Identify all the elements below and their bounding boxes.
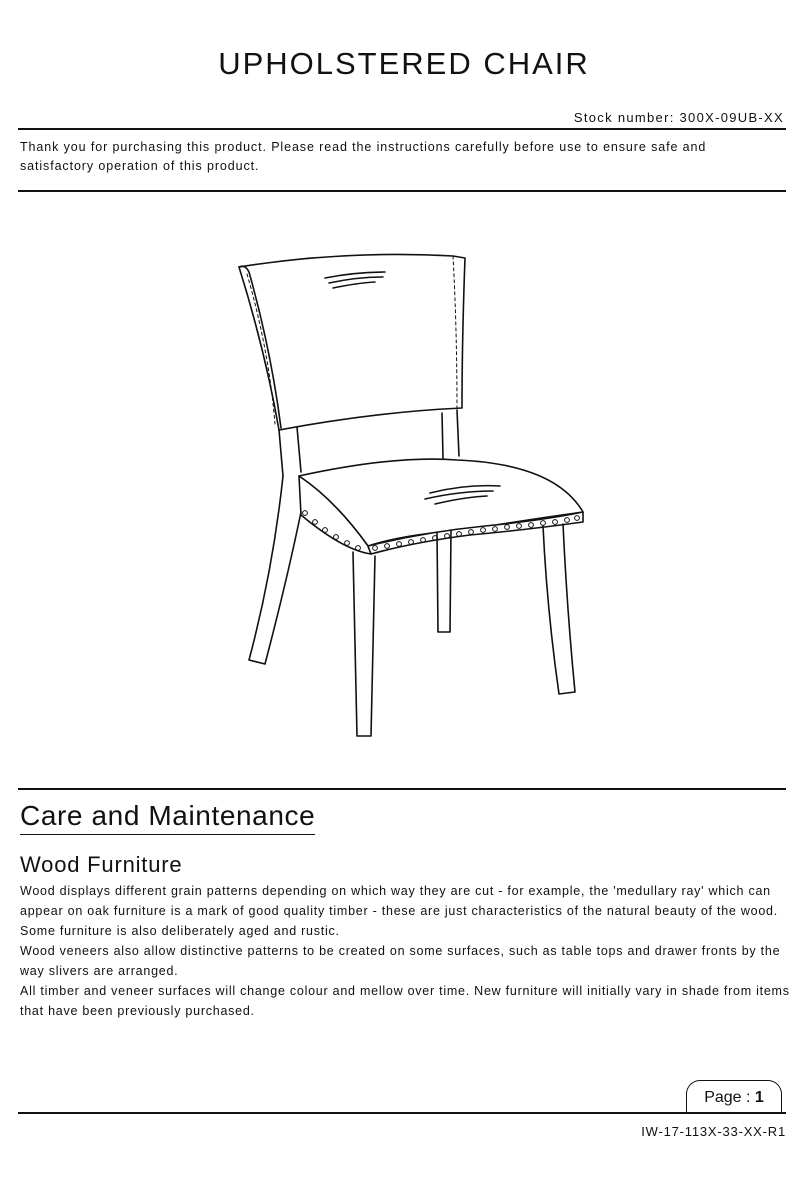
- document-id: IW-17-113X-33-XX-R1: [641, 1124, 786, 1139]
- stock-number: Stock number: 300X-09UB-XX: [573, 110, 784, 125]
- wood-furniture-subtitle: Wood Furniture: [20, 852, 183, 877]
- document-title: UPHOLSTERED CHAIR: [218, 46, 590, 81]
- page-number: 1: [754, 1089, 764, 1106]
- intro-line-2: satisfactory operation of this product.: [20, 159, 260, 173]
- divider-footer: [18, 1112, 786, 1114]
- care-body: [20, 881, 792, 1021]
- divider-intro: [18, 190, 786, 192]
- care-paragraph-1: Wood displays different grain patterns depending on which way they are cut - for example, the 'medullary ray' which can appear on oak furniture is a mark of good quality timber - these are just characteristics of the natural beauty of the wood.: [20, 884, 778, 918]
- divider-care: [18, 788, 786, 790]
- divider-top: [18, 128, 786, 130]
- intro-text: [20, 138, 790, 176]
- page-indicator: [686, 1080, 782, 1114]
- care-paragraph-4: All timber and veneer surfaces will change colour and mellow over time. New furniture will initially vary in shade from items that have been previously purchased.: [20, 984, 790, 1018]
- care-paragraph-2: Some furniture is also deliberately aged and rustic.: [20, 924, 340, 938]
- page-label: Page :: [704, 1089, 751, 1106]
- care-section-title: Care and Maintenance: [20, 800, 315, 835]
- intro-line-1: Thank you for purchasing this product. Please read the instructions carefully before use to ensure safe and: [20, 140, 707, 154]
- care-paragraph-3: Wood veneers also allow distinctive patterns to be created on some surfaces, such as table tops and drawer fronts by the way slivers are arranged.: [20, 944, 781, 978]
- chair-illustration-icon: [225, 250, 595, 740]
